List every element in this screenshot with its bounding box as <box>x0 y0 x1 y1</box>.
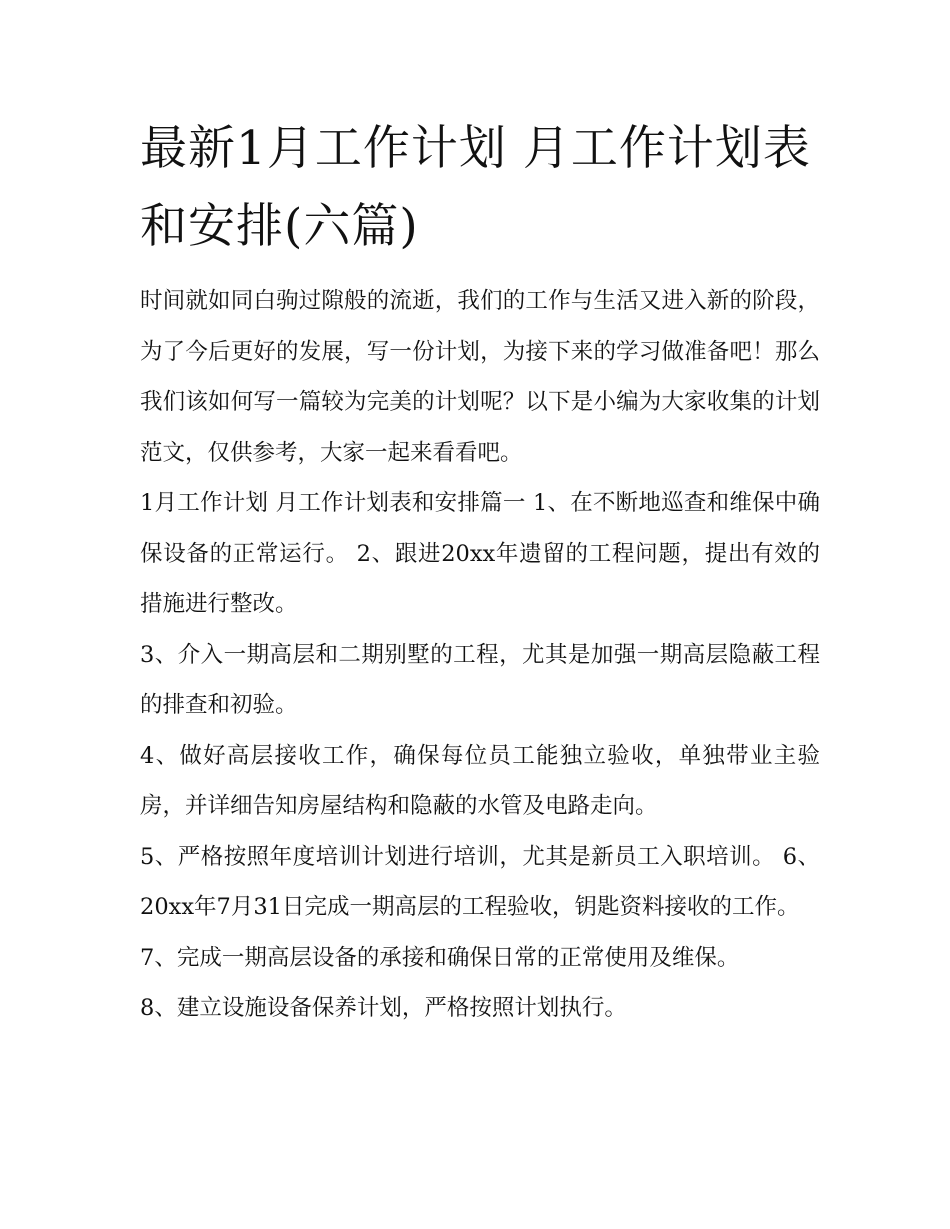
document-body <box>140 276 820 1034</box>
document-title: 最新1月工作计划 月工作计划表和安排(六篇) <box>140 121 811 254</box>
plan-item-7: 7、完成一期高层设备的承接和确保日常的正常使用及维保。 <box>140 944 740 971</box>
plan-item-3: 3、介入一期高层和二期别墅的工程，尤其是加强一期高层隐蔽工程的排查和初验。 <box>140 641 820 718</box>
intro-paragraph: 时间就如同白驹过隙般的流逝，我们的工作与生活又进入新的阶段，为了今后更好的发展，写一份计划，为接下来的学习做准备吧！那么我们该如何写一篇较为完美的计划呢？以下是小编为大家收集的计划范文，仅供参考，大家一起来看看吧。 <box>140 288 820 466</box>
plan-item-8: 8、建立设施设备保养计划，严格按照计划执行。 <box>140 995 627 1021</box>
plan-item-5-6: 5、严格按照年度培训计划进行培训，尤其是新员工入职培训。 6、20xx年7月31日完成一期高层的工程验收，钥匙资料接收的工作。 <box>140 843 820 920</box>
plan-item-1-2: 1月工作计划 月工作计划表和安排篇一 1、在不断地巡查和维保中确保设备的正常运行。 2、跟进20xx年遗留的工程问题，提出有效的措施进行整改。 <box>140 490 820 617</box>
plan-item-4: 4、做好高层接收工作，确保每位员工能独立验收，单独带业主验房，并详细告知房屋结构和隐蔽的水管及电路走向。 <box>140 742 820 819</box>
